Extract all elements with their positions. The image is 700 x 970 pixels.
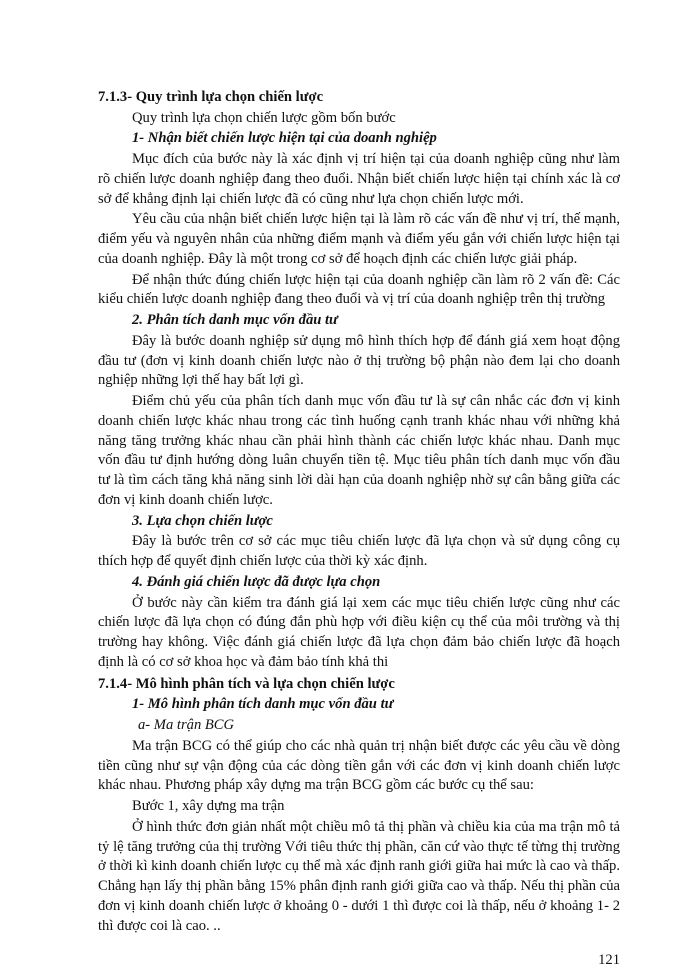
paragraph: Yêu cầu của nhận biết chiến lược hiện tại là làm rõ các vấn đề như vị trí, thế mạnh, điểm yếu và nguyên nhân của những điểm mạnh và điểm yếu gắn với chiến lược hiện tại của doanh nghiệp. Đây là một trong cơ sở để hoạch định các chiến lược giải pháp. bbox=[98, 211, 620, 267]
model1-title: 1- Mô hình phân tích danh mục vốn đầu tư bbox=[132, 696, 394, 713]
step2-title: 2. Phân tích danh mục vốn đầu tư bbox=[132, 312, 338, 329]
intro-text: Quy trình lựa chọn chiến lược gồm bốn bước bbox=[132, 109, 396, 126]
paragraph: Mục đích của bước này là xác định vị trí hiện tại của doanh nghiệp cũng như làm rõ chiến lược doanh nghiệp đang theo đuổi. Nhận biết chiến lược hiện tại chính xác là cơ sở để khẳng định lại chiến lược đã có cũng như lựa chọn chiến lược mới. bbox=[98, 151, 620, 207]
step1-label: Bước 1, xây dựng ma trận bbox=[132, 798, 285, 815]
step4-title: 4. Đánh giá chiến lược đã được lựa chọn bbox=[132, 573, 381, 590]
bcg-title: a- Ma trận BCG bbox=[138, 717, 235, 734]
paragraph: Ở bước này cần kiểm tra đánh giá lại xem các mục tiêu chiến lược cũng như các chiến lược đã lựa chọn có đúng đắn phù hợp với điều kiện cụ thể của môi trường và thị trường hay không. Việc đánh giá chiến lược đã lựa chọn đảm bảo chiến lược đã hoạch định là có cơ sở khoa học và đảm bảo tính khả thi bbox=[98, 594, 620, 670]
section-heading-7-1-4: 7.1.4- Mô hình phân tích và lựa chọn chiến lược bbox=[98, 675, 395, 692]
paragraph: Đây là bước doanh nghiệp sử dụng mô hình thích hợp để đánh giá xem hoạt động đầu tư (đơn vị kinh doanh chiến lược nào ở thị trường bộ phận nào đem lại cho doanh nghiệp những lợi thế hay bất lợi gì. bbox=[98, 332, 620, 389]
page-number: 121 bbox=[598, 951, 620, 968]
paragraph: Để nhận thức đúng chiến lược hiện tại của doanh nghiệp cần làm rõ 2 vấn đề: Các kiểu chiến lược doanh nghiệp đang theo đuổi và vị trí của doanh nghiệp trên thị trường bbox=[98, 271, 620, 308]
document-page bbox=[98, 86, 620, 970]
paragraph: Đây là bước trên cơ sở các mục tiêu chiến lược đã lựa chọn và sử dụng công cụ thích hợp để quyết định chiến lược của thời kỳ xác định. bbox=[98, 533, 620, 570]
step1-title: 1- Nhận biết chiến lược hiện tại của doanh nghiệp bbox=[132, 130, 437, 147]
paragraph: Điểm chủ yếu của phân tích danh mục vốn đầu tư là sự cân nhắc các đơn vị kinh doanh chiến lược khác nhau trong các tình huống cạnh tranh khác nhau với những khả năng tăng trưởng khác nhau cần phải hình thành các chiến lược khác nhau. Danh mục vốn đầu tư định hướng dòng luân chuyển tiền tệ. Mục tiêu phân tích danh mục vốn đầu tư là tìm cách tăng khả năng sinh lời dài hạn của doanh nghiệp nhờ sự cân bằng giữa các đơn vị kinh doanh chiến lược. bbox=[98, 393, 620, 509]
paragraph: Ma trận BCG có thể giúp cho các nhà quản trị nhận biết được các yêu cầu về dòng tiền cũng như sự vận động của các dòng tiền gắn với các đơn vị kinh doanh chiến lược khác nhau. Phương pháp xây dựng ma trận BCG gồm các bước cụ thể sau: bbox=[98, 737, 620, 794]
step3-title: 3. Lựa chọn chiến lược bbox=[132, 512, 273, 529]
section-heading-7-1-3: 7.1.3- Quy trình lựa chọn chiến lược bbox=[98, 89, 324, 105]
paragraph: Ở hình thức đơn giản nhất một chiều mô tả thị phần và chiều kia của ma trận mô tả tỷ lệ tăng trưởng của thị trường Với tiêu thức thị phần, căn cứ vào thực tế từng thị trường ở thời kì kinh doanh chiến lược cụ thể mà xác định ranh giới giữa hai mức là cao và thấp. Chẳng hạn lấy thị phần bằng 15% phân định ranh giới giữa cao và thấp. Nếu thị phần của đơn vị kinh doanh chiến lược ở khoảng 0 - dưới 1 thì được coi là thấp, nếu ở khoảng 1- 2 thì được coi là cao. .. bbox=[98, 818, 620, 934]
